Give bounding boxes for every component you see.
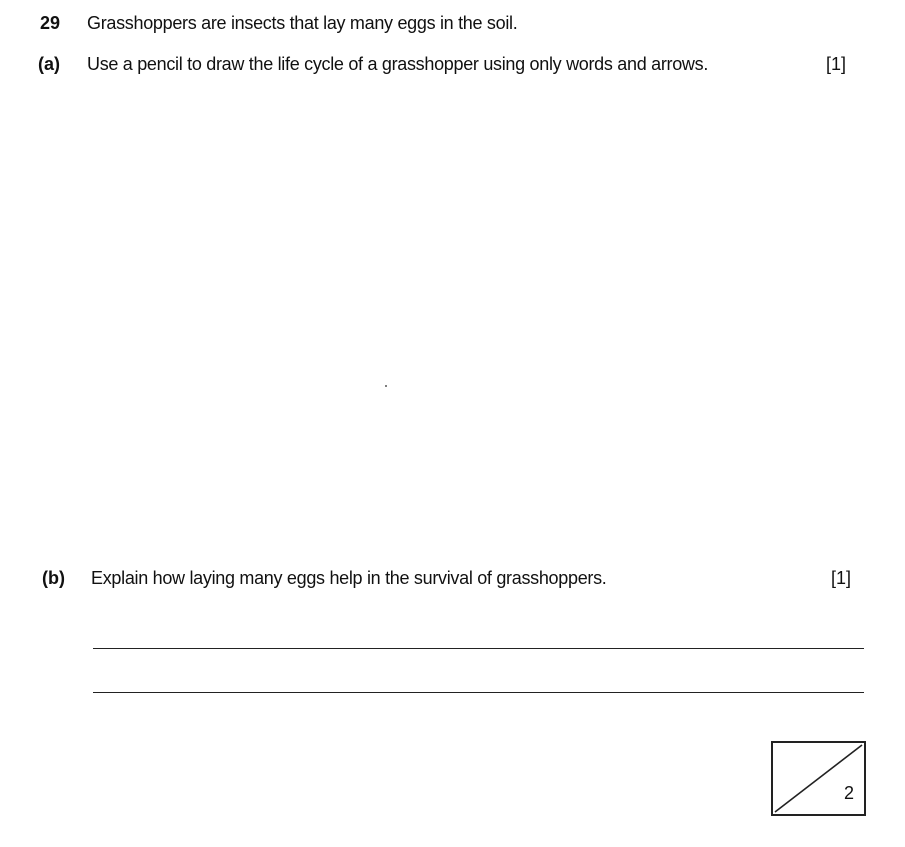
answer-line-2[interactable] bbox=[93, 692, 864, 693]
part-b-marks: [1] bbox=[831, 568, 852, 588]
question-number: 29 bbox=[40, 13, 61, 33]
question-stem: Grasshoppers are insects that lay many eggs in the soil. bbox=[87, 13, 518, 33]
part-b-label: (b) bbox=[42, 568, 65, 588]
part-b-text: Explain how laying many eggs help in the survival of grasshoppers. bbox=[91, 568, 607, 588]
paper-speck bbox=[385, 385, 387, 387]
score-box-max-marks: 2 bbox=[843, 783, 854, 803]
score-box bbox=[771, 741, 866, 816]
part-a-text: Use a pencil to draw the life cycle of a grasshopper using only words and arrows. bbox=[87, 54, 709, 74]
part-a-marks: [1] bbox=[826, 54, 847, 74]
part-a-label: (a) bbox=[38, 54, 60, 74]
answer-line-1[interactable] bbox=[93, 648, 864, 649]
part-a-drawing-area[interactable] bbox=[85, 90, 865, 540]
